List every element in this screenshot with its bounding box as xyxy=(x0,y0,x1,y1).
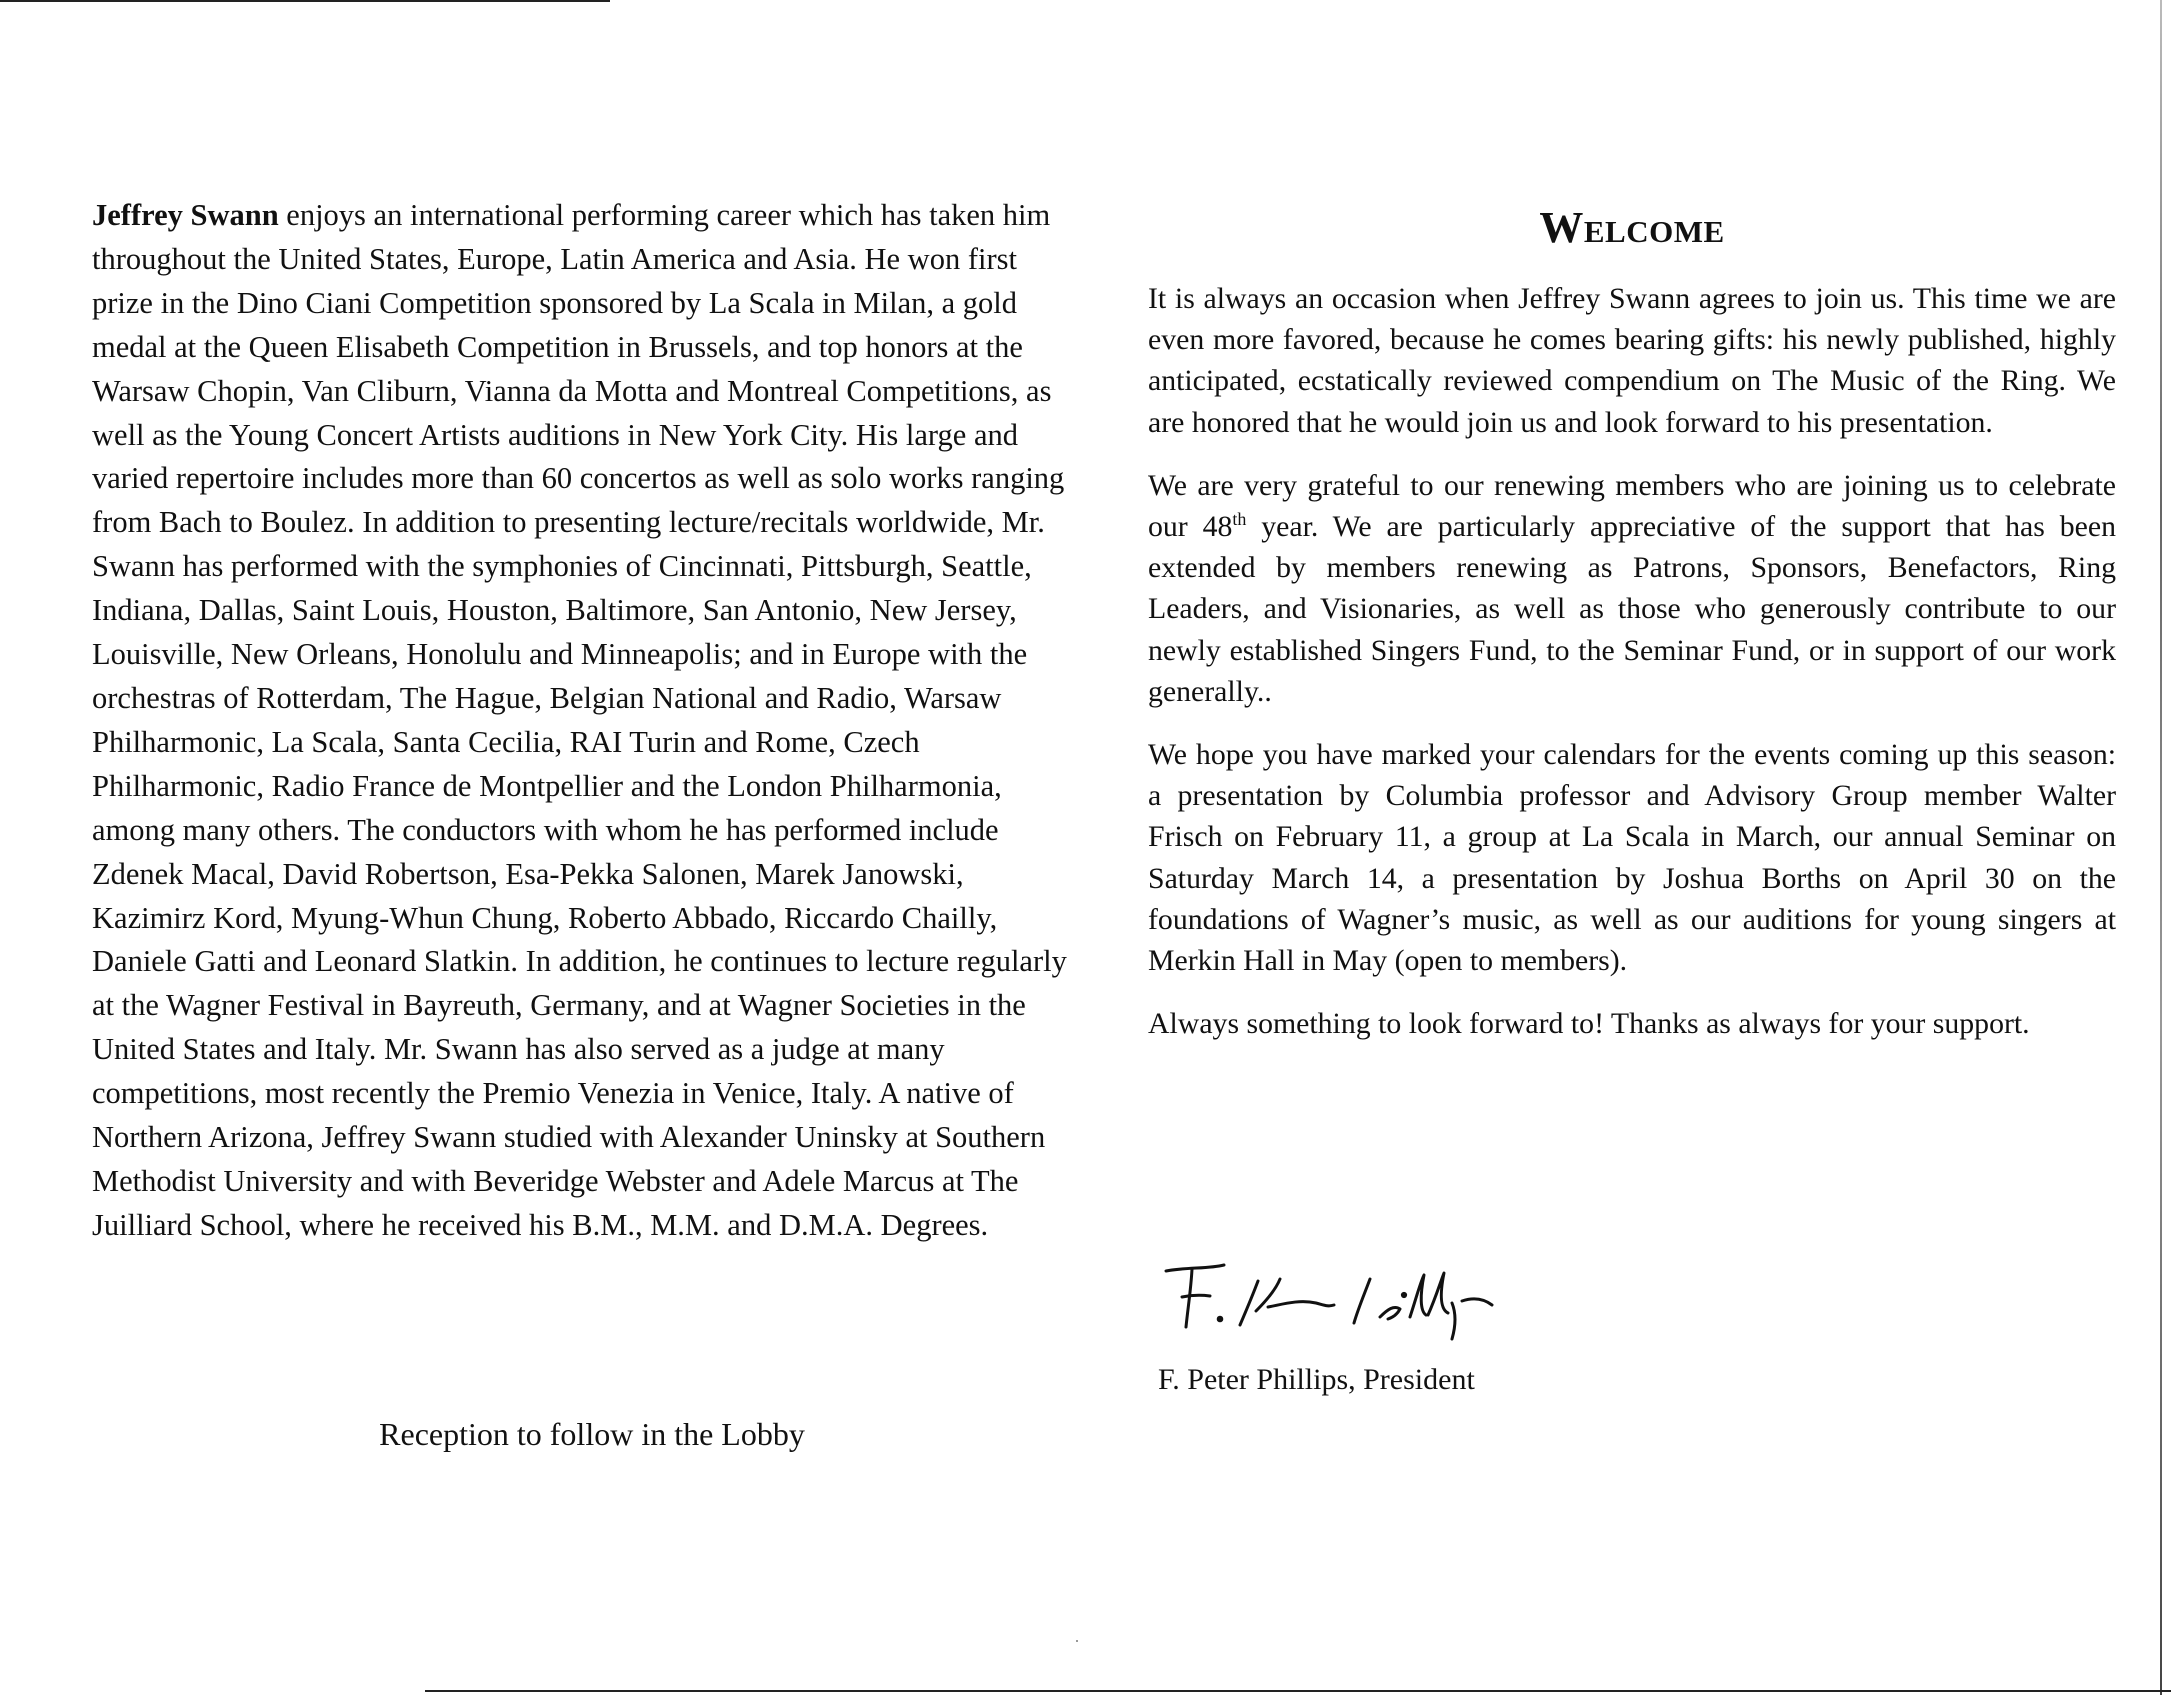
bio-paragraph xyxy=(92,194,1070,1248)
paragraph-2-end: year. We are particularly appreciative of the support that has been extended by members renewing as Patrons, Sponsors, Benefactors, Ring Leaders, and Visionaries, as well as those who generously contribute to our newly established Singers Fund, to the Seminar Fund, or in support of our work generally.. xyxy=(1148,510,2116,708)
bio-column xyxy=(92,194,1070,1248)
scan-edge-right xyxy=(2160,0,2162,1695)
scan-speck xyxy=(1076,1640,1078,1642)
paragraph-2-start: We are very grateful to our renewing members who are joining us to celebrate our 48 xyxy=(1148,468,2116,544)
scan-edge-bottom xyxy=(425,1690,2171,1692)
welcome-paragraph-4: Always something to look forward to! Thanks as always for your support. xyxy=(1148,1007,2030,1041)
ordinal-suffix: th xyxy=(1232,509,1247,530)
welcome-paragraph-1: It is always an occasion when Jeffrey Swann agrees to join us. This time we are even more favored, because he comes bearing gifts: his newly published, highly anticipated, ecstatically reviewed compendium on The Music of the Ring. We are honored that he would join us and look forward to his presentation. xyxy=(1148,282,2116,439)
scan-edge-top xyxy=(0,0,610,2)
welcome-paragraph-2 xyxy=(1148,465,2116,712)
signature-image xyxy=(1158,1255,1598,1345)
welcome-title: Welcome xyxy=(1539,203,1725,252)
reception-note: Reception to follow in the Lobby xyxy=(379,1416,805,1452)
welcome-paragraph-3: We hope you have marked your calendars for the events coming up this season: a presentation by Columbia professor and Advisory Group member Walter Frisch on February 11, a group at La Scala in March, our annual Seminar on Saturday March 14, a presentation by Joshua Borths on April 30 on the foundations of Wagner’s music, as well as our auditions for young singers at Merkin Hall in May (open to members). xyxy=(1148,738,2116,978)
signer-name: F. Peter Phillips, President xyxy=(1158,1363,1475,1396)
welcome-column xyxy=(1148,200,2116,1066)
bio-name: Jeffrey Swann xyxy=(92,198,279,232)
bio-text: enjoys an international performing career which has taken him throughout the United States, Europe, Latin America and Asia. He won first prize in the Dino Ciani Competition sponsored by La Scala in Milan, a gold medal at the Queen Elisabeth Competition in Brussels, and top honors at the Warsaw Chopin, Van Cliburn, Vianna da Motta and Montreal Competitions, as well as the Young Concert Artists auditions in New York City. His large and varied repertoire includes more than 60 concertos as well as solo works ranging from Bach to Boulez. In addition to presenting lecture/recitals worldwide, Mr. Swann has performed with the symphonies of Cincinnati, Pittsburgh, Seattle, Indiana, Dallas, Saint Louis, Houston, Baltimore, San Antonio, New Jersey, Louisville, New Orleans, Honolulu and Minneapolis; and in Europe with the orchestras of Rotterdam, The Hague, Belgian National and Radio, Warsaw Philharmonic, La Scala, Santa Cecilia, RAI Turin and Rome, Czech Philharmonic, Radio France de Montpellier and the London Philharmonia, among many others. The conductors with whom he has performed include Zdenek Macal, David Robertson, Esa-Pekka Salonen, Marek Janowski, Kazimirz Kord, Myung-Whun Chung, Roberto Abbado, Riccardo Chailly, Daniele Gatti and Leonard Slatkin. In addition, he continues to lecture regularly at the Wagner Festival in Bayreuth, Germany, and at Wagner Societies in the United States and Italy. Mr. Swann has also served as a judge at many competitions, most recently the Premio Venezia in Venice, Italy. A native of Northern Arizona, Jeffrey Swann studied with Alexander Uninsky at Southern Methodist University and with Beveridge Webster and Adele Marcus at The Juilliard School, where he received his B.M., M.M. and D.M.A. Degrees. xyxy=(92,198,1067,1242)
